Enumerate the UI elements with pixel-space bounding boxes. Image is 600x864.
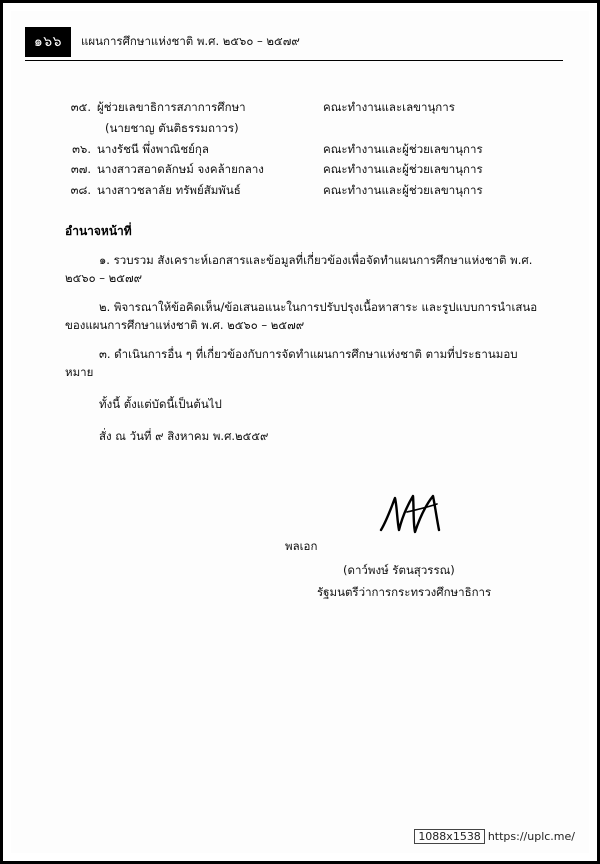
list-item (65, 99, 541, 138)
item-number: ๓๖. (72, 141, 91, 156)
item-name: นางสาวชลาลัย ทรัพย์สัมพันธ์ (97, 183, 241, 198)
image-dimensions: 1088x1538 (414, 829, 485, 844)
order-date: สั่ง ณ วันที่ ๙ สิงหาคม พ.ศ.๒๕๕๙ (99, 428, 269, 443)
item-number-spacer (65, 120, 91, 138)
item-role: คณะทำงานและผู้ช่วยเลขานุการ (323, 183, 483, 198)
item-role: คณะทำงานและเลขานุการ (323, 100, 455, 114)
header-title: แผนการศึกษาแห่งชาติ พ.ศ. ๒๕๖๐ – ๒๕๗๙ (81, 34, 300, 48)
page-number: ๑๖๖ (25, 27, 71, 57)
document-sheet (11, 11, 589, 853)
duty-item-3: ๓. ดำเนินการอื่น ๆ ที่เกี่ยวข้องกับการจัดทำแผนการศึกษาแห่งชาติ ตามที่ประธานมอบหมาย (65, 347, 518, 380)
duty-item-2: ๒. พิจารณาให้ข้อคิดเห็น/ข้อเสนอแนะในการปรับปรุงเนื้อหาสาระ และรูปแบบการนำเสนอของแผนการศึกษาแห่งชาติ พ.ศ. ๒๕๖๐ – ๒๕๗๙ (65, 300, 538, 333)
committee-row (65, 161, 541, 179)
committee-row (65, 141, 541, 159)
handwritten-signature-icon (377, 490, 447, 538)
item-name: นางสาวสอาดลักษม์ จงคล้ายกลาง (97, 162, 264, 177)
item-name: ผู้ช่วยเลขาธิการสภาการศึกษา (97, 100, 246, 114)
list-item (65, 141, 541, 159)
committee-row (65, 99, 541, 117)
item-number: ๓๕. (70, 100, 91, 114)
duty-item-1: ๑. รวบรวม สังเคราะห์เอกสารและข้อมูลที่เกี่ยวข้องเพื่อจัดทำแผนการศึกษาแห่งชาติ พ.ศ. ๒๕๖๐ – ๒๕๗๙ (65, 253, 533, 285)
item-role: คณะทำงานและผู้ช่วยเลขานุการ (323, 162, 483, 177)
list-item (65, 182, 541, 200)
committee-list (65, 99, 541, 200)
item-role: คณะทำงานและผู้ช่วยเลขานุการ (323, 141, 483, 156)
item-subname: (นายชาญ ตันติธรรมถาวร) (105, 120, 239, 135)
committee-subrow (65, 120, 541, 138)
closing-statement: ทั้งนี้ ตั้งแต่บัดนี้เป็นต้นไป (99, 397, 222, 412)
committee-row (65, 182, 541, 200)
signer-rank: พลเอก (285, 538, 318, 553)
footer-watermark (414, 830, 575, 843)
source-url: https://uplc.me/ (487, 830, 575, 843)
item-name: นางรัชนี พึ่งพาณิชย์กุล (97, 141, 209, 156)
item-number: ๓๘. (70, 183, 91, 198)
signer-name: (ดาว์พงษ์ รัตนสุวรรณ) (343, 562, 455, 577)
page-header (25, 27, 563, 61)
signature-block (65, 484, 541, 599)
signer-position: รัฐมนตรีว่าการกระทรวงศึกษาธิการ (317, 584, 492, 599)
list-item (65, 161, 541, 179)
header-divider (25, 60, 563, 61)
document-body (65, 99, 541, 599)
duties-heading: อำนาจหน้าที่ (65, 224, 132, 239)
item-number: ๓๗. (70, 162, 91, 177)
